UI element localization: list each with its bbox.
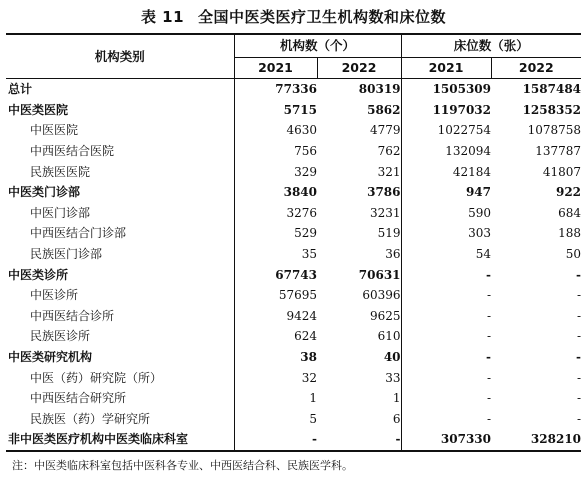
table-cell: - — [576, 350, 582, 365]
table-cell: - — [401, 264, 491, 285]
table-number: 表 11 — [140, 8, 185, 26]
table-cell: 303 — [401, 223, 491, 244]
table-cell: 3276 — [234, 203, 317, 224]
table-cell: - — [401, 347, 491, 368]
table-cell: 519 — [377, 226, 401, 241]
table-cell: - — [576, 267, 582, 282]
table-row — [6, 326, 581, 347]
table-cell: - — [576, 391, 582, 406]
table-cell: 5715 — [234, 100, 317, 121]
table-row — [6, 409, 581, 430]
row-label: 中医医院 — [30, 123, 79, 138]
table-cell: 60396 — [362, 288, 401, 303]
table-row — [6, 100, 581, 121]
table-cell: - — [576, 370, 582, 385]
table-cell: - — [576, 329, 582, 344]
header-year: 2021 — [401, 58, 491, 79]
table-cell: 38 — [234, 347, 317, 368]
row-label: 中西医结合门诊部 — [30, 226, 127, 241]
table-cell: 1505309 — [401, 79, 491, 100]
table-cell: - — [401, 409, 491, 430]
table-row — [6, 120, 581, 141]
table-cell: - — [576, 308, 582, 323]
table-cell: 610 — [377, 329, 401, 344]
table-cell: 762 — [377, 144, 401, 159]
table-footnote: 注：中医类临床科室包括中医科各专业、中西医结合科、民族医学科。 — [12, 459, 353, 472]
table-cell: 1 — [234, 388, 317, 409]
table-cell: 590 — [401, 203, 491, 224]
row-label: 中医类诊所 — [8, 267, 69, 282]
table-row — [6, 182, 581, 203]
table-row — [6, 161, 581, 182]
table-row — [6, 141, 581, 162]
table-cell: 67743 — [234, 264, 317, 285]
table-cell: 624 — [234, 326, 317, 347]
row-label: 中医门诊部 — [30, 205, 91, 220]
table-row — [6, 367, 581, 388]
table-cell: 57695 — [234, 285, 317, 306]
table-cell: - — [401, 388, 491, 409]
table-cell: 3786 — [367, 185, 401, 200]
table-cell: 756 — [234, 141, 317, 162]
header-beds: 床位数（张） — [401, 34, 581, 58]
header-year: 2022 — [317, 58, 401, 79]
row-label: 总计 — [8, 82, 33, 97]
row-label: 中医类门诊部 — [8, 185, 81, 200]
row-label: 中西医结合诊所 — [30, 308, 115, 323]
table-cell: 529 — [234, 223, 317, 244]
table-row — [6, 388, 581, 409]
table-header — [6, 34, 581, 79]
table-cell: 35 — [234, 244, 317, 265]
table-cell: 1078758 — [527, 123, 582, 138]
table-cell: 4630 — [234, 120, 317, 141]
table-cell: 321 — [377, 164, 401, 179]
table-cell: 70631 — [358, 267, 401, 282]
table-cell: 9625 — [369, 308, 401, 323]
table-cell: - — [576, 288, 582, 303]
table-row — [6, 429, 581, 451]
table-cell: 307330 — [401, 429, 491, 451]
table-row — [6, 264, 581, 285]
table-cell: 42184 — [401, 161, 491, 182]
row-label: 非中医类医疗机构中医类临床科室 — [6, 429, 234, 451]
row-label: 中医（药）研究院（所） — [30, 370, 163, 385]
table-cell: 6 — [392, 411, 401, 426]
table-cell: 137787 — [535, 144, 582, 159]
table-cell: 4779 — [369, 123, 401, 138]
table-cell: 922 — [555, 185, 582, 200]
table-body — [6, 79, 581, 451]
table-cell: 36 — [385, 247, 401, 262]
row-label: 民族医门诊部 — [30, 247, 103, 262]
table-cell: 3840 — [234, 182, 317, 203]
table-cell: - — [234, 429, 317, 451]
table-cell: 32 — [234, 367, 317, 388]
table-row — [6, 223, 581, 244]
table-cell: - — [576, 411, 582, 426]
header-year: 2021 — [234, 58, 317, 79]
table-cell: 54 — [401, 244, 491, 265]
table-cell: 188 — [558, 226, 582, 241]
table-cell: 41807 — [542, 164, 582, 179]
table-cell: 5862 — [367, 102, 401, 117]
row-label: 中西医结合研究所 — [30, 391, 127, 406]
table-cell: - — [401, 306, 491, 327]
table-cell: 1258352 — [522, 102, 582, 117]
row-label: 民族医（药）学研究所 — [30, 411, 151, 426]
table-row — [6, 306, 581, 327]
statistics-table — [6, 33, 581, 452]
table-cell: - — [401, 367, 491, 388]
row-label: 民族医医院 — [30, 164, 91, 179]
table-cell: - — [317, 429, 401, 451]
table-cell: 684 — [558, 205, 582, 220]
table-cell: 1 — [392, 391, 401, 406]
table-title — [0, 6, 587, 28]
table-cell: - — [401, 285, 491, 306]
table-cell: 1197032 — [401, 100, 491, 121]
table-cell: 328210 — [491, 429, 581, 451]
table-cell: - — [401, 326, 491, 347]
table-cell: 329 — [234, 161, 317, 182]
table-cell: 50 — [565, 247, 582, 262]
row-label: 中医类研究机构 — [8, 350, 93, 365]
header-institutions: 机构数（个） — [234, 34, 401, 58]
row-label: 民族医诊所 — [30, 329, 91, 344]
row-label: 中医类医院 — [8, 102, 69, 117]
table-cell: 33 — [385, 370, 401, 385]
table-row — [6, 347, 581, 368]
table-row — [6, 244, 581, 265]
table-row — [6, 203, 581, 224]
table-cell: 1022754 — [401, 120, 491, 141]
table-cell: 9424 — [234, 306, 317, 327]
table-cell: 947 — [401, 182, 491, 203]
table-cell: 40 — [383, 350, 401, 365]
table-cell: 1587484 — [522, 82, 582, 97]
header-year: 2022 — [491, 58, 581, 79]
row-label: 中医诊所 — [30, 288, 79, 303]
table-title-text: 全国中医类医疗卫生机构数和床位数 — [198, 8, 447, 26]
table-cell: 77336 — [234, 79, 317, 100]
table-cell: 3231 — [369, 205, 401, 220]
row-label: 中西医结合医院 — [30, 144, 115, 159]
table-row — [6, 285, 581, 306]
table-cell: 80319 — [358, 82, 401, 97]
table-cell: 132094 — [401, 141, 491, 162]
table-cell: 5 — [234, 409, 317, 430]
table-row — [6, 79, 581, 100]
header-category: 机构类别 — [6, 34, 234, 79]
